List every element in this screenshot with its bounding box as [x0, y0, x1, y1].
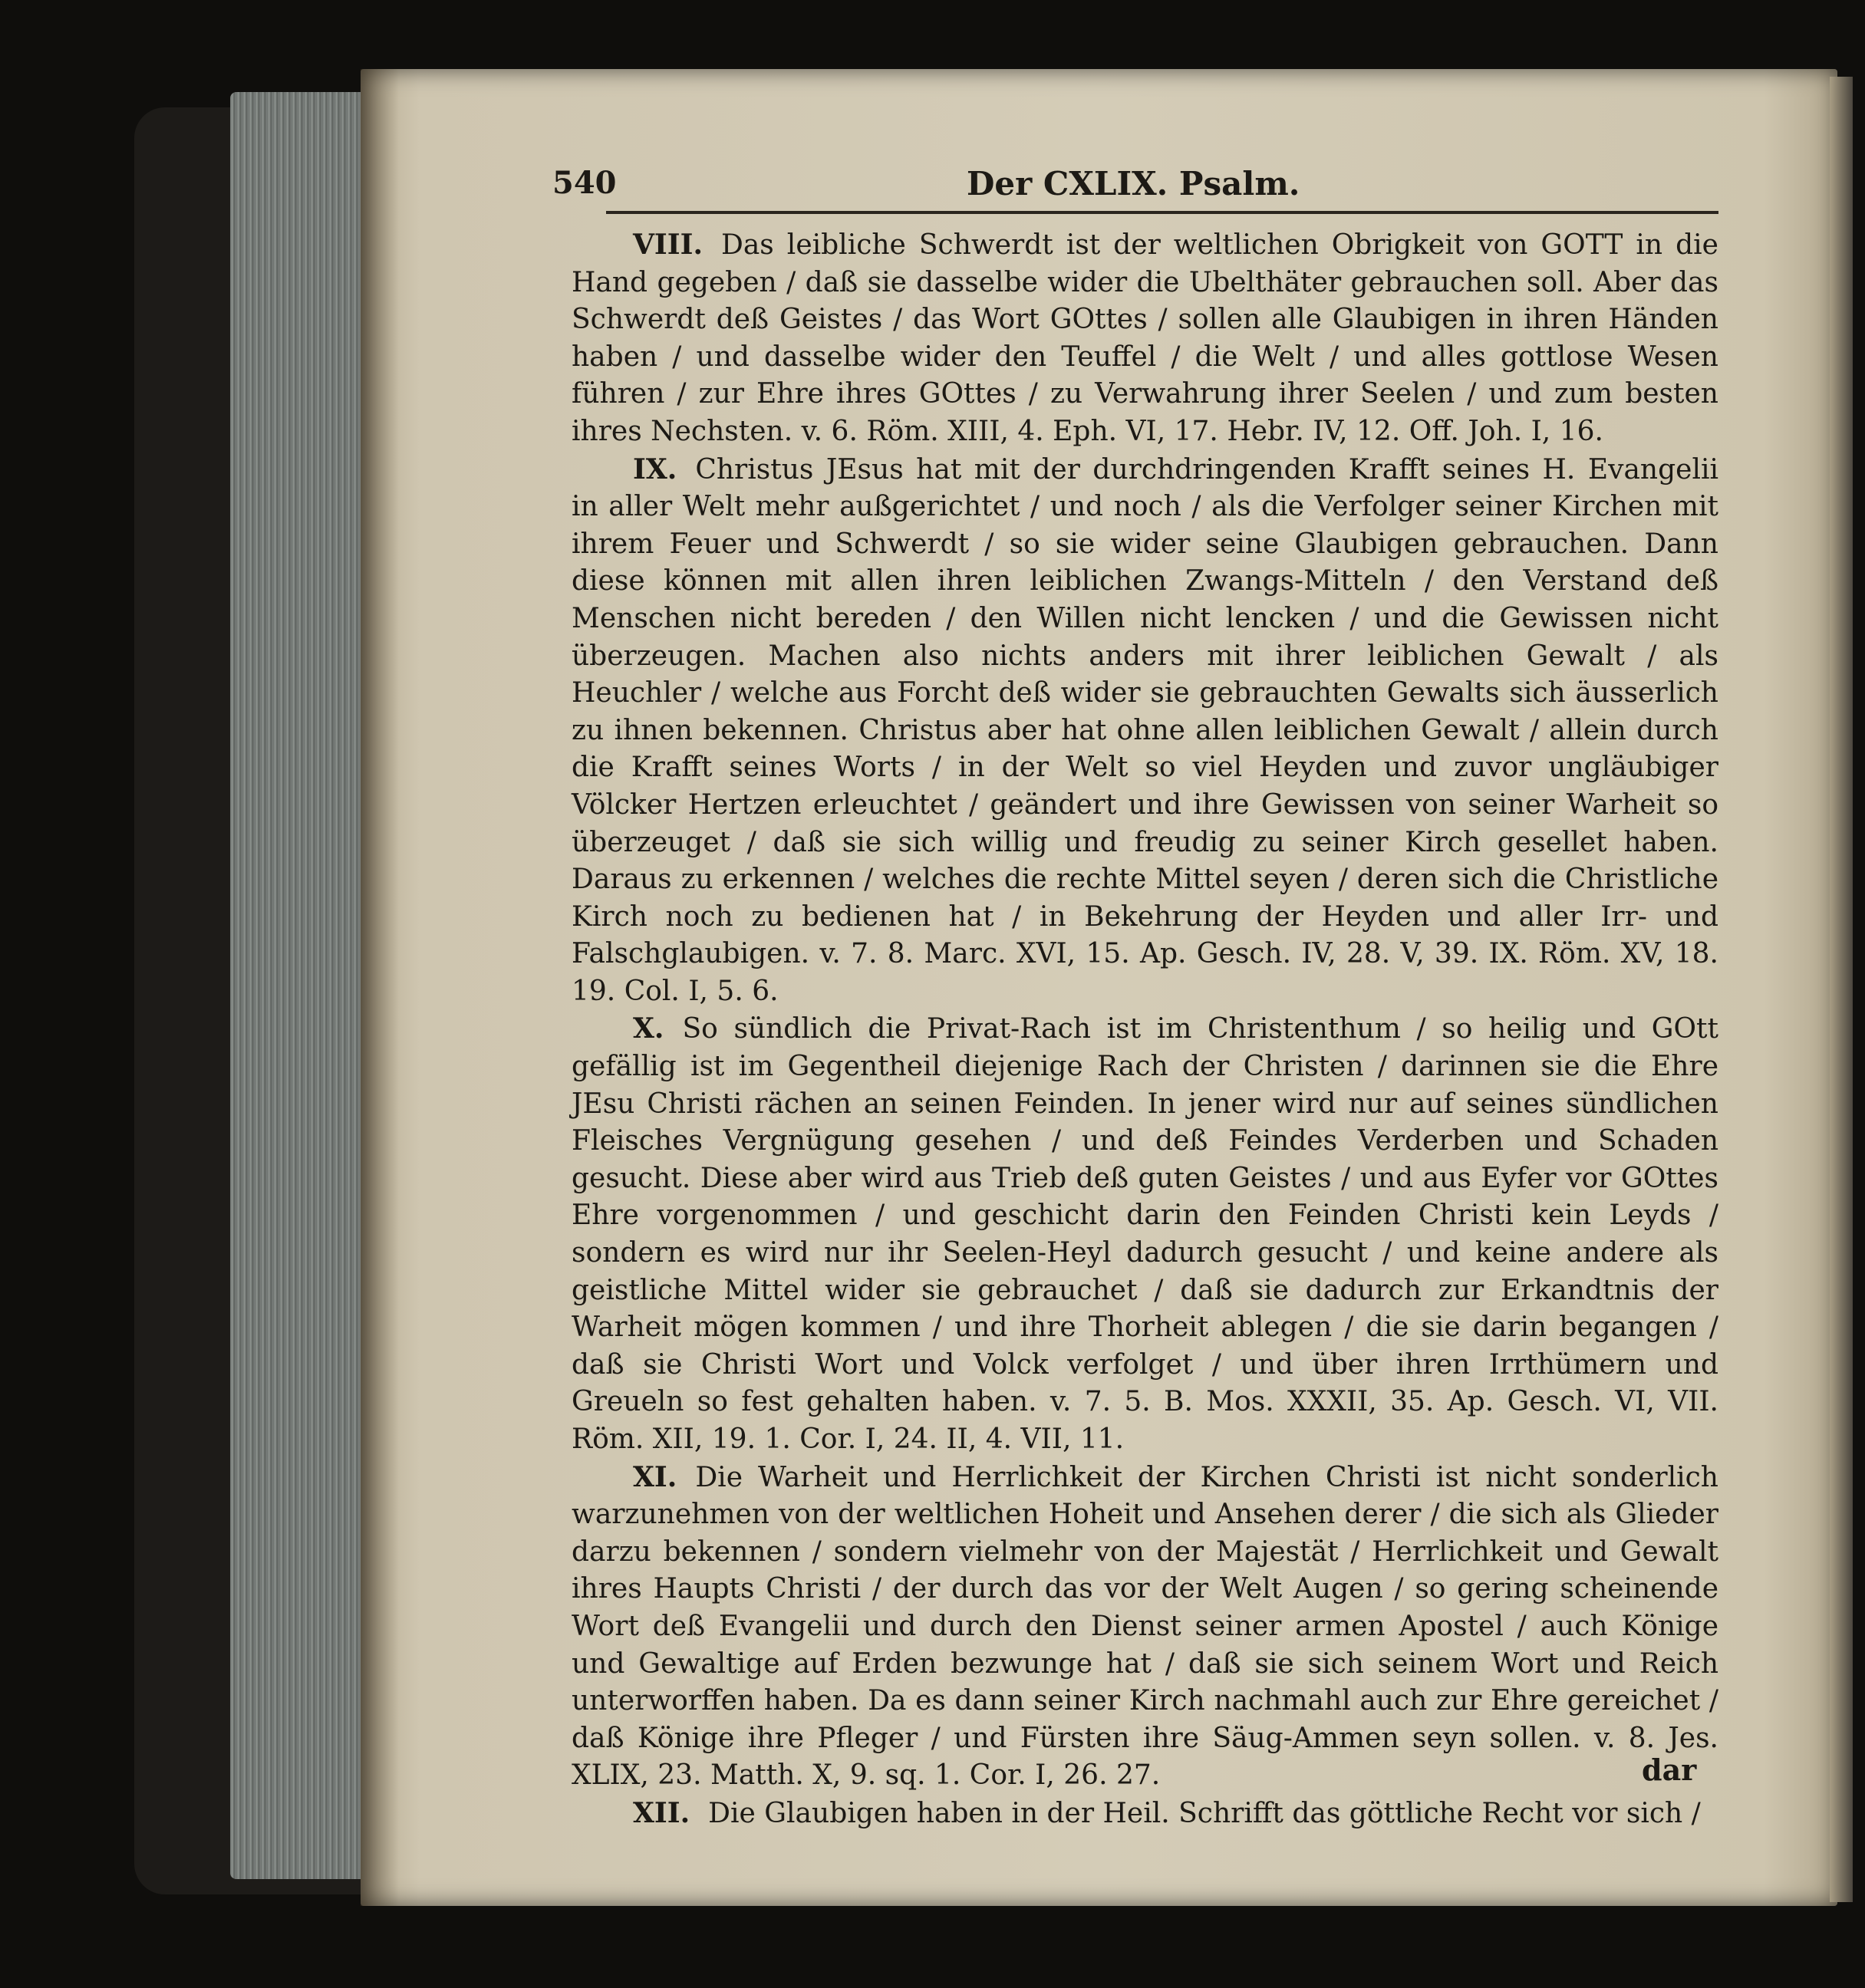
paragraph-number: VIII. — [633, 229, 703, 261]
page-right-edge — [1830, 77, 1853, 1902]
paragraph-number: X. — [633, 1012, 664, 1045]
paragraph-number: XII. — [633, 1796, 690, 1829]
paragraph-text: Die Glaubigen haben in der Heil. Schrifft das göttliche Recht vor sich / — [708, 1797, 1701, 1829]
paragraph-number: IX. — [633, 453, 677, 485]
catchword: dar — [1642, 1753, 1697, 1787]
paragraph-x — [572, 1010, 1718, 1458]
paragraph-xi — [572, 1459, 1718, 1795]
header-rule — [606, 211, 1718, 214]
gutter-shadow — [361, 69, 399, 1906]
page-edges — [230, 92, 368, 1879]
paragraph-number: XI. — [633, 1460, 677, 1493]
paragraph-ix — [572, 451, 1718, 1011]
paragraph-text: Das leibliche Schwerdt ist der weltlichen Obrigkeit von GOTT in die Hand gegeben / daß sie dasselbe wider die Ubelthäter gebrauchen soll. Aber das Schwerdt deß Geistes / das Wort GOttes / sollen alle Glaubigen in ihren Händen haben / und dasselbe wider den Teuffel / die Welt / und alles gottlose Wesen führen / zur Ehre ihres GOttes / zu Verwahrung ihrer Seelen / und zum besten ihres Nechsten. v. 6. Röm. XIII, 4. Eph. VI, 17. Hebr. IV, 12. Off. Joh. I, 16. — [572, 229, 1718, 447]
paragraph-viii — [572, 226, 1718, 451]
page-header — [552, 165, 1765, 211]
paragraph-text: So sündlich die Privat-Rach ist im Christenthum / so heilig und GOtt gefällig ist im Gegentheil diejenige Rach der Christen / darinnen sie die Ehre JEsu Christi rächen an seinen Feinden. In jener wird nur auf seines sündlichen Fleisches Vergnügung gesehen / und deß Feindes Verderben und Schaden gesucht. Diese aber wird aus Trieb deß guten Geistes / und aus Eyfer vor GOttes Ehre vorgenommen / und geschicht darin den Feinden Christi kein Leyds / sondern es wird nur ihr Seelen-Heyl dadurch gesucht / und keine andere als geistliche Mittel wider sie gebrauchet / daß sie dadurch zur Erkandtnis der Warheit mögen kommen / und ihre Thorheit ablegen / die sie darin begangen / daß sie Christi Wort und Volck verfolget / und über ihren Irrthümern und Greueln so fest gehalten haben. v. 7. 5. B. Mos. XXXII, 35. Ap. Gesch. VI, VII. Röm. XII, 19. 1. Cor. I, 24. II, 4. VII, 11. — [572, 1013, 1718, 1455]
paragraph-xii — [572, 1795, 1718, 1833]
body-text — [572, 226, 1718, 1837]
running-title: Der CXLIX. Psalm. — [967, 165, 1300, 202]
page-number: 540 — [552, 165, 617, 201]
paragraph-text: Christus JEsus hat mit der durchdringenden Krafft seines H. Evangelii in aller Welt mehr außgerichtet / und noch / als die Verfolger seiner Kirchen mit ihrem Feuer und Schwerdt / so sie wider seine Glaubigen gebrauchen. Dann diese können mit allen ihren leiblichen Zwangs-Mitteln / den Verstand deß Menschen nicht bereden / den Willen nicht lencken / und die Gewissen nicht überzeugen. Machen also nichts anders mit ihrer leiblichen Gewalt / als Heuchler / welche aus Forcht deß wider sie gebrauchten Gewalts sich äusserlich zu ihnen bekennen. Christus aber hat ohne allen leiblichen Gewalt / allein durch die Krafft seines Worts / in der Welt so viel Heyden und zuvor ungläubiger Völcker Hertzen erleuchtet / geändert und ihre Gewissen von seiner Warheit so überzeuget / daß sie sich willig und freudig zu seiner Kirch gesellet haben. Daraus zu erkennen / welches die rechte Mittel seyen / deren sich die Christliche Kirch noch zu bedienen hat / in Bekehrung der Heyden und aller Irr- und Falschglaubigen. v. 7. 8. Marc. XVI, 15. Ap. Gesch. IV, 28. V, 39. IX. Röm. XV, 18. 19. Col. I, 5. 6. — [572, 453, 1718, 1007]
paragraph-text: Die Warheit und Herrlichkeit der Kirchen Christi ist nicht sonderlich warzunehmen von der weltlichen Hoheit und Ansehen derer / die sich als Glieder darzu bekennen / sondern vielmehr von der Majestät / Herrlichkeit und Gewalt ihres Haupts Christi / der durch das vor der Welt Augen / so gering scheinende Wort deß Evangelii und durch den Dienst seiner armen Apostel / auch Könige und Gewaltige auf Erden bezwunge hat / daß sie sich seinem Wort und Reich unterworffen haben. Da es dann seiner Kirch nachmahl auch zur Ehre gereichet / daß Könige ihre Pfleger / und Fürsten ihre Säug-Ammen seyn sollen. v. 8. Jes. XLIX, 23. Matth. X, 9. sq. 1. Cor. I, 26. 27. — [572, 1461, 1718, 1792]
